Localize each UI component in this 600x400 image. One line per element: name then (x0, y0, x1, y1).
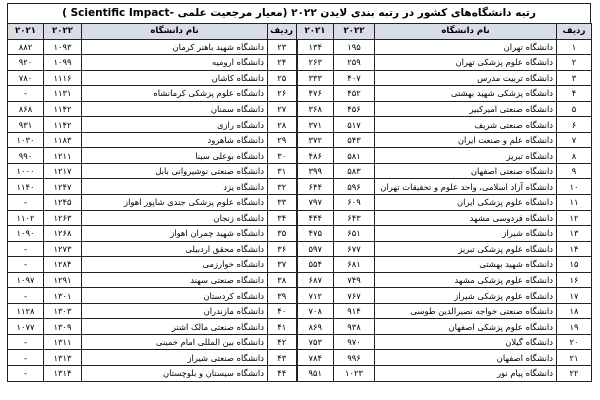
cell-2022: ۶۷۷ (334, 241, 375, 257)
cell-2021: ۱۰۷۷ (8, 319, 44, 335)
header-2022-2: ۲۰۲۲ (44, 24, 82, 40)
cell-2022: ۶۸۱ (334, 257, 375, 273)
cell-2021: ۵۵۴ (297, 257, 334, 273)
cell-2022: ۶۰۹ (334, 195, 375, 211)
page-title: رتبه دانشگاه‌های کشور در رتبه بندی لایدن ۲۰۲۲ (معیار مرجعیت علمی -Scientific Impact ) (7, 3, 591, 23)
cell-name: دانشگاه بین المللی امام خمینی (82, 334, 268, 350)
cell-rank: ۳۱ (268, 163, 297, 179)
table-body (8, 39, 592, 381)
cell-name: دانشگاه شهید باهنر کرمان (82, 39, 268, 55)
header-2022: ۲۰۲۲ (334, 24, 375, 40)
table-row (8, 272, 592, 288)
cell-name: دانشگاه شهید بهشتی (375, 257, 557, 273)
header-name-2: نام دانشگاه (82, 24, 268, 40)
cell-rank: ۴۲ (268, 334, 297, 350)
cell-rank: ۵ (557, 101, 592, 117)
table-row (8, 210, 592, 226)
table-row (8, 179, 592, 195)
cell-rank: ۴۴ (268, 366, 297, 382)
cell-name: دانشگاه تبریز (375, 148, 557, 164)
cell-2021: ۹۲۰ (8, 55, 44, 71)
cell-2022: ۱۱۴۲ (44, 117, 82, 133)
cell-name: دانشگاه زنجان (82, 210, 268, 226)
cell-2022: ۱۰۹۹ (44, 55, 82, 71)
cell-2022: ۱۳۱۱ (44, 334, 82, 350)
cell-rank: ۳ (557, 70, 592, 86)
cell-2021: - (8, 334, 44, 350)
cell-name: دانشگاه علوم پزشکی شیراز (375, 288, 557, 304)
cell-2021: - (8, 350, 44, 366)
table-row (8, 334, 592, 350)
cell-2022: ۷۶۷ (334, 288, 375, 304)
cell-2022: ۵۸۱ (334, 148, 375, 164)
cell-name: دانشگاه یزد (82, 179, 268, 195)
cell-name: دانشگاه شهید چمران اهواز (82, 226, 268, 242)
cell-2022: ۷۴۹ (334, 272, 375, 288)
cell-name: دانشگاه ارومیه (82, 55, 268, 71)
cell-name: دانشگاه علوم پزشکی تبریز (375, 241, 557, 257)
cell-name: دانشگاه شاهرود (82, 132, 268, 148)
cell-rank: ۶ (557, 117, 592, 133)
cell-2021: ۱۰۹۷ (8, 272, 44, 288)
table-row (8, 241, 592, 257)
cell-2022: ۶۵۱ (334, 226, 375, 242)
cell-2021: - (8, 366, 44, 382)
cell-name: دانشگاه علم و صنعت ایران (375, 132, 557, 148)
cell-name: دانشگاه سمنان (82, 101, 268, 117)
cell-2021: ۹۹۰ (8, 148, 44, 164)
cell-rank: ۲۲ (557, 366, 592, 382)
cell-rank: ۳۴ (268, 210, 297, 226)
table-row (8, 101, 592, 117)
cell-2022: ۱۱۱۶ (44, 70, 82, 86)
cell-rank: ۸ (557, 148, 592, 164)
ranking-table (7, 23, 592, 382)
cell-name: دانشگاه صنعتی شریف (375, 117, 557, 133)
cell-2022: ۹۳۸ (334, 319, 375, 335)
cell-rank: ۲۵ (268, 70, 297, 86)
cell-2021: ۹۵۱ (297, 366, 334, 382)
cell-name: دانشگاه صنعتی خواجه نصیرالدین طوسی (375, 303, 557, 319)
cell-name: دانشگاه اصفهان (375, 350, 557, 366)
cell-name: دانشگاه علوم پزشکی کرمانشاه (82, 86, 268, 102)
cell-name: دانشگاه علوم پزشکی ایران (375, 195, 557, 211)
cell-2022: ۱۲۴۷ (44, 179, 82, 195)
cell-rank: ۲۸ (268, 117, 297, 133)
cell-2021: ۴۷۵ (297, 226, 334, 242)
cell-2022: ۱۱۴۲ (44, 101, 82, 117)
cell-2022: ۵۴۳ (334, 132, 375, 148)
cell-name: دانشگاه پیام نور (375, 366, 557, 382)
cell-rank: ۱۹ (557, 319, 592, 335)
cell-name: دانشگاه کاشان (82, 70, 268, 86)
cell-2021: ۸۶۹ (297, 319, 334, 335)
header-2021-2: ۲۰۲۱ (8, 24, 44, 40)
cell-2021: ۷۹۷ (297, 195, 334, 211)
cell-2022: ۵۹۶ (334, 179, 375, 195)
cell-2021: ۱۱۰۲ (8, 210, 44, 226)
cell-2022: ۱۰۲۳ (334, 366, 375, 382)
cell-rank: ۲ (557, 55, 592, 71)
table-row (8, 319, 592, 335)
table-row (8, 288, 592, 304)
cell-2022: ۶۴۳ (334, 210, 375, 226)
ranking-document (7, 3, 591, 382)
table-row (8, 117, 592, 133)
cell-2022: ۹۱۴ (334, 303, 375, 319)
cell-rank: ۴۳ (268, 350, 297, 366)
cell-name: دانشگاه آزاد اسلامی، واحد علوم و تحقیقات تهران (375, 179, 557, 195)
cell-2021: ۷۱۲ (297, 288, 334, 304)
cell-name: دانشگاه رازی (82, 117, 268, 133)
cell-2021: ۶۸۷ (297, 272, 334, 288)
cell-rank: ۷ (557, 132, 592, 148)
cell-rank: ۱۴ (557, 241, 592, 257)
cell-2022: ۴۵۶ (334, 101, 375, 117)
cell-2022: ۱۲۷۳ (44, 241, 82, 257)
cell-rank: ۳۹ (268, 288, 297, 304)
cell-rank: ۲۴ (268, 55, 297, 71)
table-row (8, 226, 592, 242)
cell-2021: ۴۴۴ (297, 210, 334, 226)
cell-2021: - (8, 195, 44, 211)
cell-name: دانشگاه علوم پزشکی تهران (375, 55, 557, 71)
cell-rank: ۱۸ (557, 303, 592, 319)
cell-2021: ۴۸۶ (297, 148, 334, 164)
cell-name: دانشگاه علوم پزشکی اصفهان (375, 319, 557, 335)
cell-rank: ۲۱ (557, 350, 592, 366)
cell-2022: ۱۳۰۳ (44, 303, 82, 319)
cell-2021: ۲۶۳ (297, 55, 334, 71)
cell-rank: ۳۰ (268, 148, 297, 164)
cell-rank: ۲۶ (268, 86, 297, 102)
table-row (8, 39, 592, 55)
cell-2022: ۱۲۹۱ (44, 272, 82, 288)
cell-2022: ۱۳۱۳ (44, 350, 82, 366)
cell-2022: ۴۰۷ (334, 70, 375, 86)
cell-2021: ۶۴۴ (297, 179, 334, 195)
cell-name: دانشگاه کردستان (82, 288, 268, 304)
cell-2022: ۵۸۳ (334, 163, 375, 179)
header-rank: ردیف (557, 24, 592, 40)
cell-rank: ۱۶ (557, 272, 592, 288)
cell-name: دانشگاه صنعتی شیراز (82, 350, 268, 366)
cell-2021: ۳۶۸ (297, 101, 334, 117)
cell-name: دانشگاه صنعتی مالک اشتر (82, 319, 268, 335)
cell-2021: ۱۰۰۰ (8, 163, 44, 179)
cell-2021: ۳۷۱ (297, 117, 334, 133)
table-row (8, 195, 592, 211)
cell-2022: ۱۱۳۱ (44, 86, 82, 102)
cell-rank: ۱۵ (557, 257, 592, 273)
cell-2022: ۱۲۱۷ (44, 163, 82, 179)
cell-name: دانشگاه خوارزمی (82, 257, 268, 273)
cell-name: دانشگاه صنعتی امیرکبیر (375, 101, 557, 117)
cell-rank: ۳۳ (268, 195, 297, 211)
cell-name: دانشگاه بوعلی سینا (82, 148, 268, 164)
cell-2022: ۱۲۸۴ (44, 257, 82, 273)
cell-2022: ۱۳۰۹ (44, 319, 82, 335)
cell-name: دانشگاه فردوسی مشهد (375, 210, 557, 226)
cell-rank: ۱۱ (557, 195, 592, 211)
table-row (8, 163, 592, 179)
cell-rank: ۲۳ (268, 39, 297, 55)
cell-2021: ۷۸۴ (297, 350, 334, 366)
cell-rank: ۲۰ (557, 334, 592, 350)
cell-2022: ۴۵۲ (334, 86, 375, 102)
cell-2022: ۲۵۹ (334, 55, 375, 71)
table-row (8, 70, 592, 86)
cell-2021: ۹۳۱ (8, 117, 44, 133)
header-row (8, 24, 592, 40)
cell-2021: - (8, 288, 44, 304)
cell-2022: ۱۱۸۳ (44, 132, 82, 148)
cell-2021: ۷۵۳ (297, 334, 334, 350)
cell-2021: ۳۳۳ (297, 70, 334, 86)
cell-rank: ۴۱ (268, 319, 297, 335)
cell-name: دانشگاه تهران (375, 39, 557, 55)
cell-rank: ۳۸ (268, 272, 297, 288)
cell-2021: ۱۰۳۰ (8, 132, 44, 148)
cell-rank: ۳۶ (268, 241, 297, 257)
cell-rank: ۹ (557, 163, 592, 179)
cell-name: دانشگاه صنعتی اصفهان (375, 163, 557, 179)
cell-rank: ۱۲ (557, 210, 592, 226)
cell-2022: ۱۰۹۳ (44, 39, 82, 55)
cell-rank: ۱۳ (557, 226, 592, 242)
cell-name: دانشگاه علوم پزشکی مشهد (375, 272, 557, 288)
cell-rank: ۴۰ (268, 303, 297, 319)
cell-name: دانشگاه مازندران (82, 303, 268, 319)
table-row (8, 257, 592, 273)
cell-2022: ۱۳۰۱ (44, 288, 82, 304)
cell-2022: ۱۹۵ (334, 39, 375, 55)
cell-name: دانشگاه صنعتی نوشیروانی بابل (82, 163, 268, 179)
cell-2021: - (8, 241, 44, 257)
cell-2022: ۱۲۶۸ (44, 226, 82, 242)
table-row (8, 148, 592, 164)
cell-2022: ۹۹۶ (334, 350, 375, 366)
cell-2022: ۵۱۷ (334, 117, 375, 133)
cell-2021: - (8, 257, 44, 273)
cell-2022: ۱۳۱۴ (44, 366, 82, 382)
cell-name: دانشگاه علوم پزشکی جندی شاپور اهواز (82, 195, 268, 211)
cell-2021: ۸۶۸ (8, 101, 44, 117)
cell-rank: ۳۲ (268, 179, 297, 195)
cell-2021: ۷۰۸ (297, 303, 334, 319)
cell-2021: ۱۱۴۰ (8, 179, 44, 195)
cell-name: دانشگاه پزشکی شهید بهشتی (375, 86, 557, 102)
cell-rank: ۲۹ (268, 132, 297, 148)
cell-2022: ۱۲۱۱ (44, 148, 82, 164)
cell-2022: ۹۷۰ (334, 334, 375, 350)
table-row (8, 132, 592, 148)
cell-rank: ۱۰ (557, 179, 592, 195)
header-2021: ۲۰۲۱ (297, 24, 334, 40)
cell-2021: - (8, 86, 44, 102)
cell-2021: ۸۸۲ (8, 39, 44, 55)
cell-name: دانشگاه تربیت مدرس (375, 70, 557, 86)
cell-2021: ۳۷۲ (297, 132, 334, 148)
cell-rank: ۳۷ (268, 257, 297, 273)
cell-2021: ۷۸۰ (8, 70, 44, 86)
cell-2021: ۴۷۶ (297, 86, 334, 102)
header-rank-2: ردیف (268, 24, 297, 40)
cell-rank: ۲۷ (268, 101, 297, 117)
table-row (8, 366, 592, 382)
cell-2021: ۱۰۹۰ (8, 226, 44, 242)
cell-name: دانشگاه سیستان و بلوچستان (82, 366, 268, 382)
cell-2021: ۵۹۷ (297, 241, 334, 257)
cell-rank: ۱ (557, 39, 592, 55)
cell-rank: ۴ (557, 86, 592, 102)
cell-2022: ۱۲۶۳ (44, 210, 82, 226)
cell-2022: ۱۲۴۵ (44, 195, 82, 211)
cell-name: دانشگاه صنعتی سهند (82, 272, 268, 288)
header-name: نام دانشگاه (375, 24, 557, 40)
cell-2021: ۳۹۹ (297, 163, 334, 179)
table-row (8, 303, 592, 319)
cell-name: دانشگاه شیراز (375, 226, 557, 242)
cell-2021: ۱۳۴ (297, 39, 334, 55)
cell-rank: ۳۵ (268, 226, 297, 242)
cell-name: دانشگاه محقق اردبیلی (82, 241, 268, 257)
table-row (8, 350, 592, 366)
cell-rank: ۱۷ (557, 288, 592, 304)
cell-2021: ۱۱۲۸ (8, 303, 44, 319)
table-row (8, 86, 592, 102)
table-row (8, 55, 592, 71)
cell-name: دانشگاه گیلان (375, 334, 557, 350)
